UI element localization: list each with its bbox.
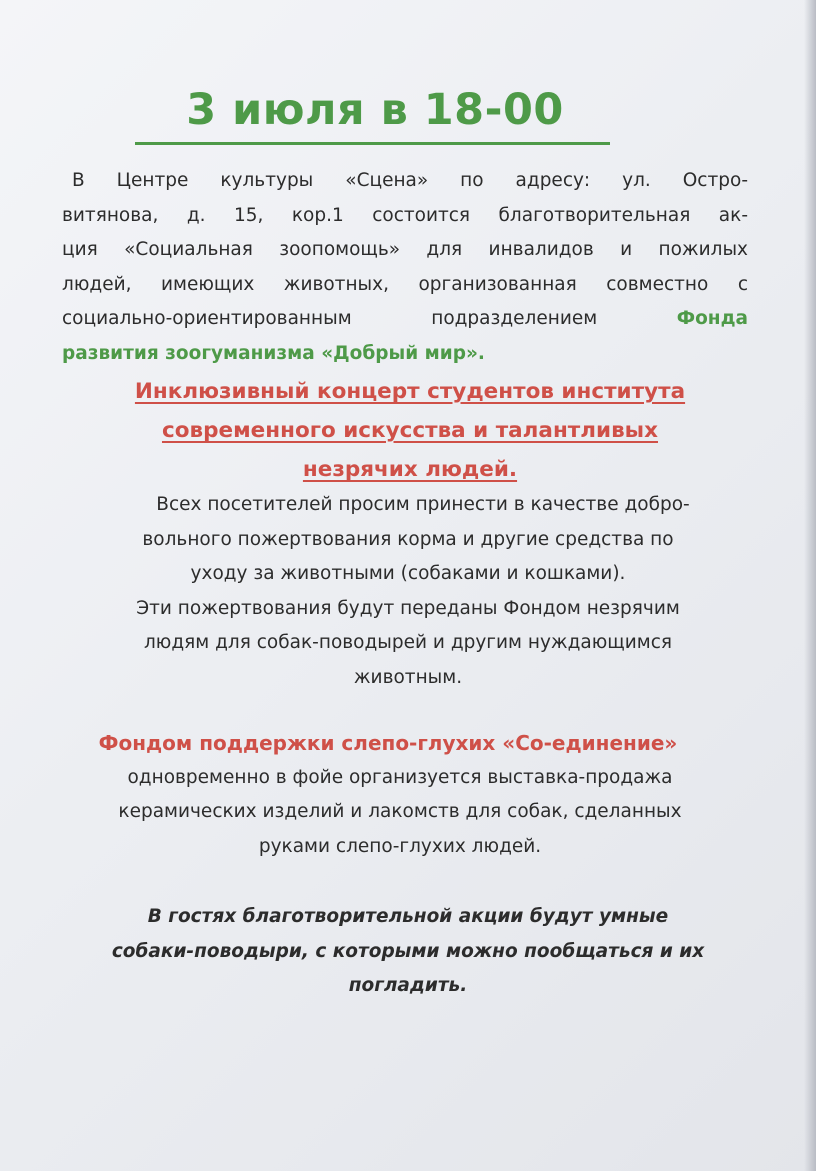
exhibition-paragraph <box>20 726 780 864</box>
donation-line: Всех посетителей просим принести в качестве добро- <box>156 494 690 515</box>
fund-name-end: развития зоогуманизма «Добрый мир». <box>62 342 485 364</box>
intro-line <box>62 302 748 337</box>
donation-line: людям для собак-поводырей и другим нуждающимся <box>143 632 672 653</box>
guests-paragraph <box>40 900 776 1004</box>
page-edge-shadow <box>804 0 816 1171</box>
guests-line: В гостях благотворительной акции будут умные <box>147 906 669 927</box>
concert-heading <box>60 372 760 489</box>
concert-heading-line: Инклюзивный концерт студентов института <box>134 379 686 404</box>
donation-line: вольного пожертвования корма и другие средства по <box>142 528 674 550</box>
guests-line: собаки-поводыри, с которыми можно пообщаться и их <box>111 940 705 962</box>
intro-line: В Центре культуры «Сцена» по адресу: ул. Остро- <box>72 170 748 191</box>
intro-line: людей, имеющих животных, организованная совместно с <box>62 273 748 295</box>
title-underline <box>135 142 610 145</box>
intro-line: ция «Социальная зоопомощь» для инвалидов и пожилых <box>62 239 748 260</box>
exhibition-line: руками слепо-глухих людей. <box>258 835 542 857</box>
concert-heading-line: незрячих людей. <box>302 457 518 482</box>
exhibition-line: керамических изделий и лакомств для собак, сделанных <box>118 801 682 822</box>
concert-heading-line: современного искусства и талантливых <box>161 418 658 443</box>
donation-line: Эти пожертвования будут переданы Фондом незрячим <box>136 597 680 619</box>
donation-line: уходу за животными (собаками и кошками). <box>190 563 626 584</box>
guests-line: погладить. <box>348 975 468 996</box>
intro-paragraph <box>62 164 748 371</box>
donation-paragraph <box>40 488 776 695</box>
event-date-title: 3 июля в 18-00 <box>186 85 564 135</box>
intro-line: витянова, д. 15, кор.1 состоится благотворительная ак- <box>62 204 748 226</box>
exhibition-heading: Фондом поддержки слепо-глухих «Со-единение» <box>98 731 678 755</box>
exhibition-line: одновременно в фойе организуется выставка-продажа <box>127 766 673 788</box>
donation-line: животным. <box>353 666 463 688</box>
fund-name-start: Фонда <box>676 308 748 329</box>
intro-line-text: социально-ориентированным подразделением <box>62 308 598 329</box>
